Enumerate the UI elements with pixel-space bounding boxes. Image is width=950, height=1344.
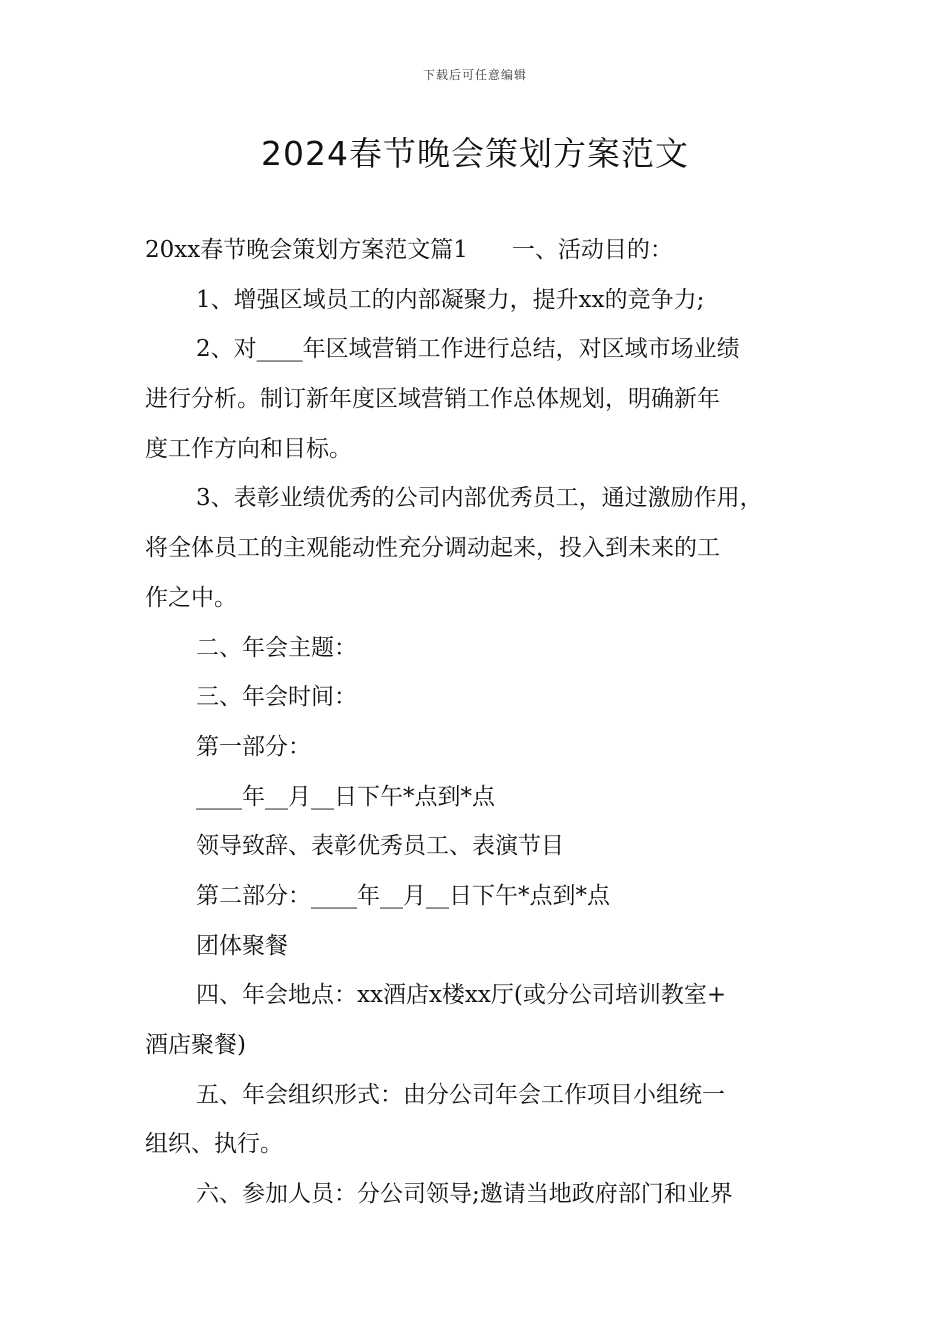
paragraph-line: [145, 226, 835, 276]
paragraph-line: 领导致辞、表彰优秀员工、表演节目: [196, 833, 564, 860]
paragraph-line: 五、年会组织形式：由分公司年会工作项目小组统一: [196, 1081, 725, 1108]
paragraph-line: ____年__月__日下午*点到*点: [196, 783, 495, 810]
paragraph-line: 作之中。: [145, 584, 237, 611]
section-heading: 20xx春节晚会策划方案范文篇1: [145, 237, 468, 263]
paragraph-line: 3、表彰业绩优秀的公司内部优秀员工，通过激励作用，: [196, 485, 763, 512]
paragraph-line: 第一部分：: [196, 733, 311, 760]
header-note: 下载后可任意编辑: [422, 68, 527, 82]
paragraph-line: 三、年会时间：: [196, 684, 357, 711]
paragraph-line: 六、参加人员：分公司领导;邀请当地政府部门和业界: [196, 1181, 733, 1208]
paragraph-line: 四、年会地点：xx酒店x楼xx厅(或分公司培训教室+: [196, 982, 727, 1009]
document-title: 2024春节晚会策划方案范文: [261, 134, 689, 173]
paragraph-line: 度工作方向和目标。: [145, 435, 352, 462]
document-body: [145, 226, 835, 1220]
paragraph-line: 组织、执行。: [145, 1131, 283, 1158]
paragraph-line: 酒店聚餐): [145, 1032, 246, 1058]
paragraph-line: 2、对____年区域营销工作进行总结，对区域市场业绩: [196, 336, 740, 363]
subsection-heading: 一、活动目的：: [511, 237, 673, 263]
paragraph-line: 进行分析。制订新年度区域营销工作总体规划，明确新年: [145, 386, 720, 413]
paragraph-line: 二、年会主题：: [196, 634, 357, 661]
paragraph-line: 将全体员工的主观能动性充分调动起来，投入到未来的工: [145, 535, 720, 562]
paragraph-line: 团体聚餐: [196, 932, 288, 959]
paragraph-line: 第二部分：____年__月__日下午*点到*点: [196, 882, 610, 909]
paragraph-line: 1、增强区域员工的内部凝聚力，提升xx的竞争力;: [196, 286, 705, 313]
